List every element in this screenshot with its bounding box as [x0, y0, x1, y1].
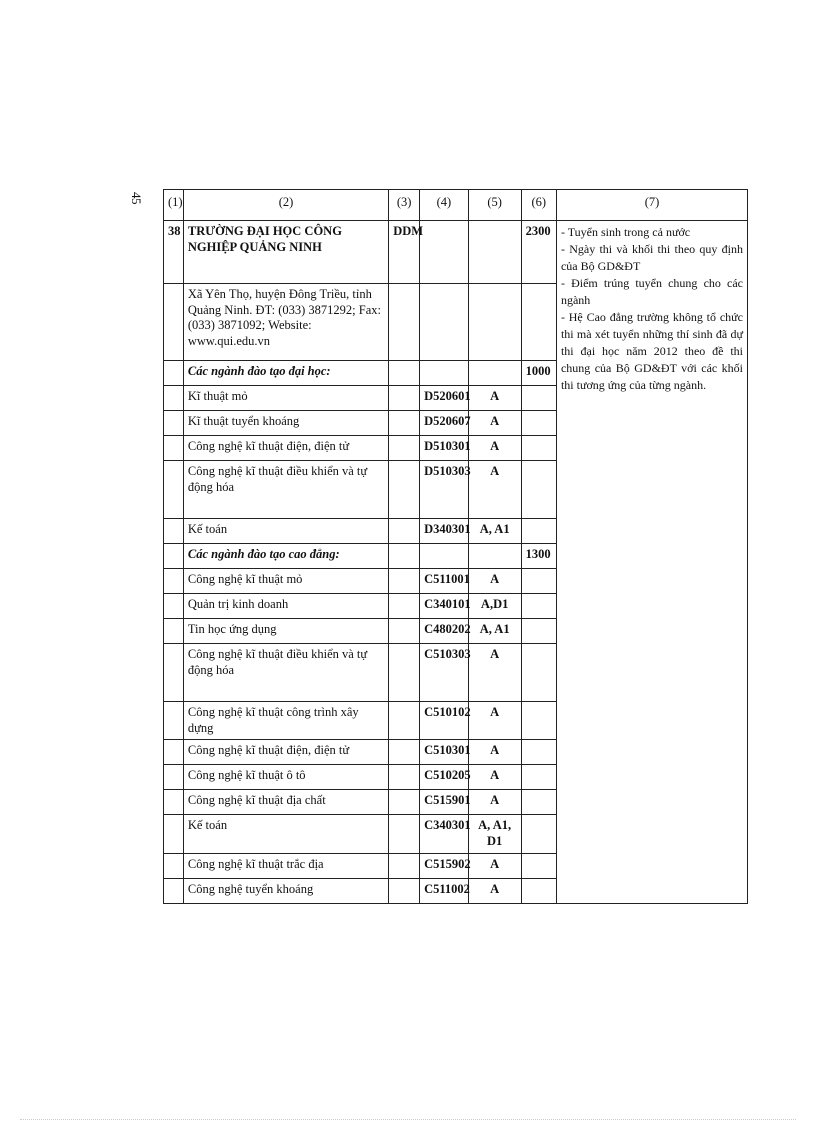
program-code: C515902 [420, 853, 469, 878]
program-name: Công nghệ kĩ thuật điện, điện tử [183, 436, 388, 461]
program-name: Kĩ thuật tuyển khoáng [183, 411, 388, 436]
program-blocks: A [468, 740, 521, 765]
program-code: C340301 [420, 815, 469, 853]
program-blocks: A, A1 [468, 519, 521, 544]
note-item: - Ngày thi và khối thi theo quy định của Bộ GD&ĐT [560, 242, 743, 274]
program-name: Quản trị kinh doanh [183, 594, 388, 619]
program-blocks: A [468, 436, 521, 461]
program-name: Công nghệ kĩ thuật mỏ [183, 569, 388, 594]
program-blocks: A [468, 765, 521, 790]
program-name: Công nghệ kĩ thuật điều khiển và tự động hóa [183, 461, 388, 519]
program-name: Kế toán [183, 519, 388, 544]
program-name: Công nghệ tuyển khoáng [183, 878, 388, 903]
program-name: Công nghệ kĩ thuật điện, điện tử [183, 740, 388, 765]
note-item: - Hệ Cao đẳng trường không tổ chức thi mà xét tuyển những thí sinh đã dự thi đại học năm 2012 theo đề thi chung của Bộ GD&ĐT với các khối thi tương ứng của từng ngành. [560, 310, 743, 393]
program-blocks: A, A1, D1 [468, 815, 521, 853]
school-name: TRƯỜNG ĐẠI HỌC CÔNG NGHIỆP QUẢNG NINH [183, 221, 388, 284]
school-code: DDM [389, 221, 420, 284]
note-item: - Tuyển sinh trong cả nước [560, 225, 691, 239]
program-code: D340301 [420, 519, 469, 544]
school-row [164, 221, 748, 284]
program-blocks: A [468, 790, 521, 815]
program-code: D520601 [420, 386, 469, 411]
program-blocks: A [468, 853, 521, 878]
header-col-5: (5) [468, 190, 521, 221]
page-number: 45 [129, 192, 144, 204]
program-blocks: A [468, 411, 521, 436]
program-code: C510205 [420, 765, 469, 790]
program-name: Công nghệ kĩ thuật địa chất [183, 790, 388, 815]
program-code: C510303 [420, 644, 469, 702]
program-code: C480202 [420, 619, 469, 644]
program-name: Công nghệ kĩ thuật ô tô [183, 765, 388, 790]
header-col-6: (6) [521, 190, 556, 221]
program-code: C511001 [420, 569, 469, 594]
header-row [164, 190, 748, 221]
section-heading: Các ngành đào tạo đại học: [183, 361, 388, 386]
program-code: C340101 [420, 594, 469, 619]
notes-cell [556, 221, 747, 904]
program-blocks: A,D1 [468, 594, 521, 619]
school-address: Xã Yên Thọ, huyện Đông Triều, tỉnh Quảng Ninh. ĐT: (033) 3871292; Fax: (033) 3871092; Website: www.qui.edu.vn [183, 284, 388, 361]
header-col-1: (1) [164, 190, 184, 221]
program-blocks: A [468, 461, 521, 519]
program-blocks: A [468, 569, 521, 594]
program-blocks: A [468, 644, 521, 702]
program-code: C510102 [420, 702, 469, 740]
section-heading: Các ngành đào tạo cao đẳng: [183, 544, 388, 569]
program-name: Kĩ thuật mỏ [183, 386, 388, 411]
program-code: C515901 [420, 790, 469, 815]
program-name: Tin học ứng dụng [183, 619, 388, 644]
program-blocks: A [468, 386, 521, 411]
program-code: D520607 [420, 411, 469, 436]
header-col-2: (2) [183, 190, 388, 221]
header-col-4: (4) [420, 190, 469, 221]
school-total-quota: 2300 [521, 221, 556, 284]
program-name: Công nghệ kĩ thuật công trình xây dựng [183, 702, 388, 740]
header-col-7: (7) [556, 190, 747, 221]
program-name: Công nghệ kĩ thuật trắc địa [183, 853, 388, 878]
program-code: D510301 [420, 436, 469, 461]
program-name: Công nghệ kĩ thuật điều khiển và tự động hóa [183, 644, 388, 702]
program-code: C510301 [420, 740, 469, 765]
page-footer-divider [20, 1119, 796, 1120]
school-stt: 38 [164, 221, 184, 284]
section-quota: 1000 [521, 361, 556, 386]
header-col-3: (3) [389, 190, 420, 221]
program-code: C511002 [420, 878, 469, 903]
program-blocks: A, A1 [468, 619, 521, 644]
program-name: Kế toán [183, 815, 388, 853]
program-blocks: A [468, 878, 521, 903]
program-blocks: A [468, 702, 521, 740]
admissions-table [163, 189, 748, 904]
program-code: D510303 [420, 461, 469, 519]
section-quota: 1300 [521, 544, 556, 569]
note-item: - Điểm trúng tuyển chung cho các ngành [560, 276, 743, 308]
